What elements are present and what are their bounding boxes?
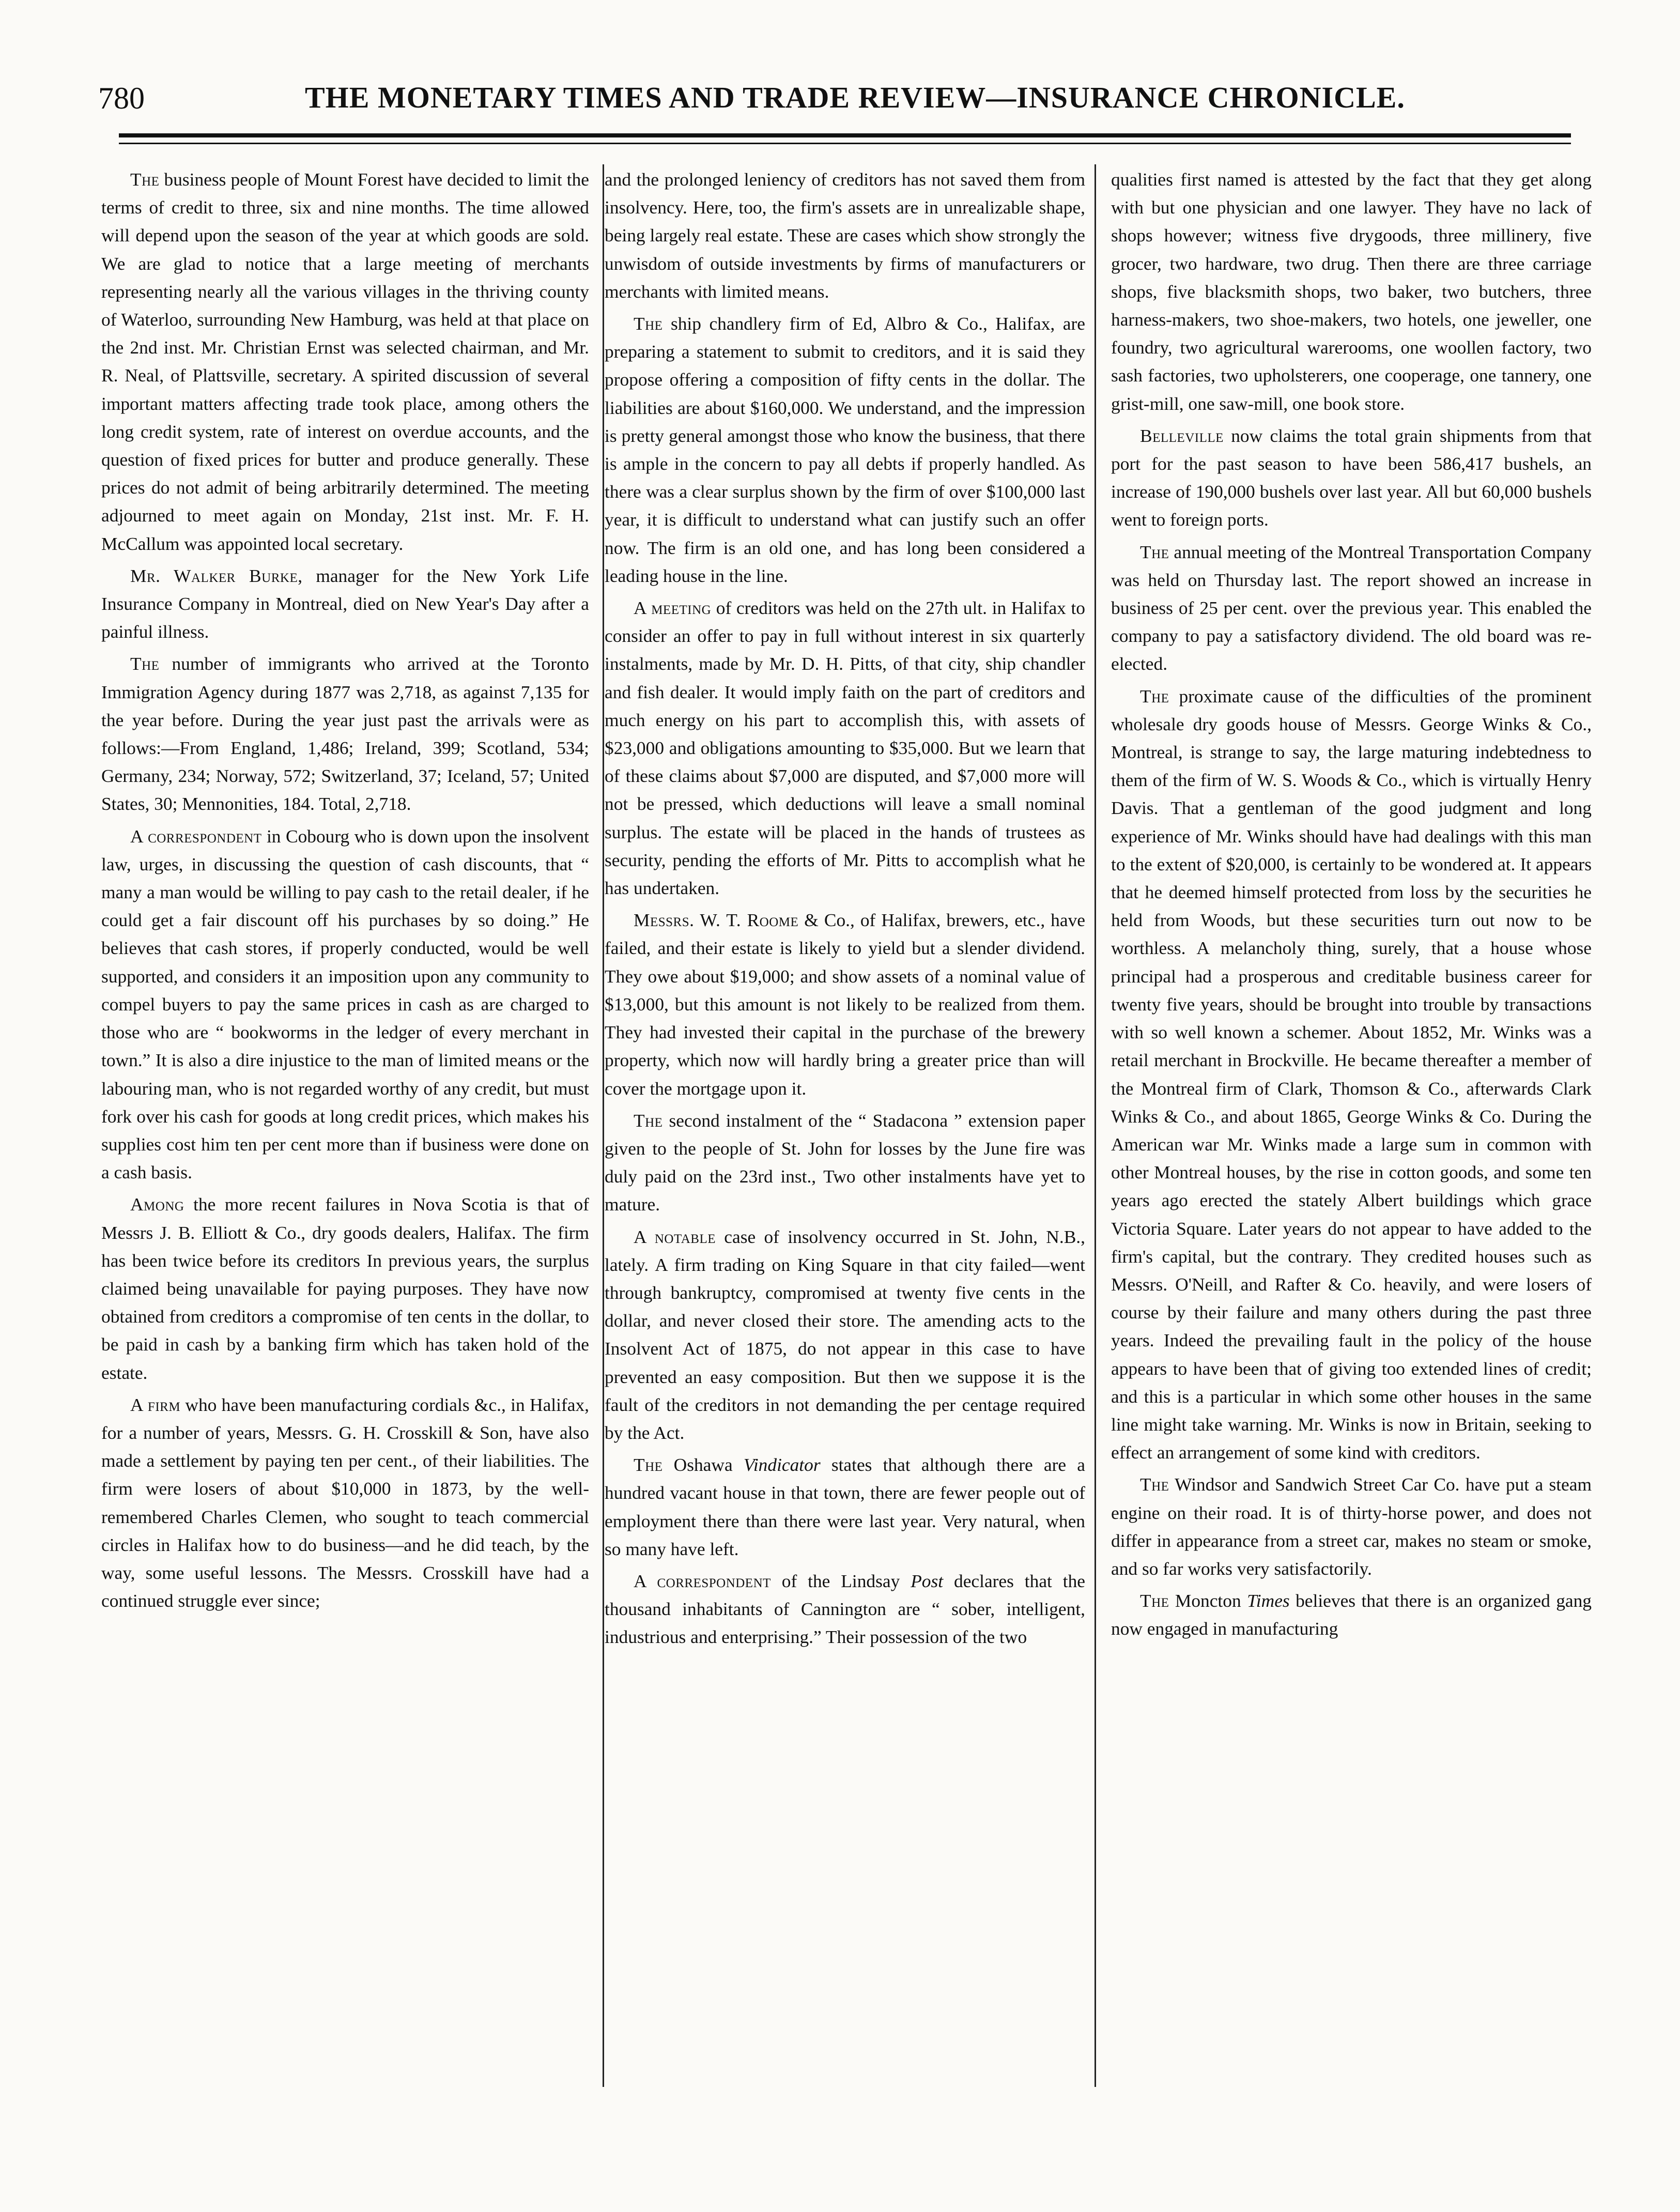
publication-name: Post	[911, 1570, 944, 1591]
article-paragraph	[1111, 1470, 1592, 1583]
article-paragraph	[605, 1107, 1085, 1219]
article-column-3	[1111, 165, 1592, 2140]
paragraph-text: and the prolonged leniency of creditors has not saved them from insolvency. Here, too, the firm's assets are in unrealizable shape, being largely real estate. These are cases which show strongly the unwisdom of outside investments by firms of manufacturers or merchants with limited means.	[605, 169, 1085, 302]
paragraph-lead-in: Belleville	[1140, 425, 1224, 446]
paragraph-text: case of insolvency occurred in St. John, N.B., lately. A firm trading on King Square in that city failed—went through bankruptcy, compromised at twenty five cents in the dollar, and never closed their store. The amending acts to the Insolvent Act of 1875, do not appear in this case to have prevented an easy composition. But then we suppose it is the fault of the creditors in not demanding the per centage required by the Act.	[605, 1226, 1085, 1443]
article-paragraph	[1111, 422, 1592, 534]
paragraph-lead-in: The	[1140, 1590, 1169, 1611]
paragraph-text: Moncton	[1169, 1590, 1247, 1611]
article-paragraph	[605, 906, 1085, 1102]
article-paragraph	[101, 562, 589, 646]
publication-name: Vindicator	[743, 1454, 821, 1476]
paragraph-lead-in: The	[1140, 1474, 1169, 1495]
article-paragraph	[605, 1567, 1085, 1651]
paragraph-text: & Co., of Halifax, brewers, etc., have failed, and their estate is likely to yield but a slender dividend. They owe about $19,000; and show assets of a nominal value of $13,000, but this amount is not likely to be realized from them. They had invested their capital in the purchase of the brewery property, which now will hardly bring a greater price than will cover the mortgage upon it.	[605, 910, 1085, 1099]
article-paragraph	[605, 310, 1085, 590]
article-paragraph	[1111, 538, 1592, 678]
article-column-1	[101, 165, 589, 2140]
article-paragraph	[605, 165, 1085, 305]
paragraph-text: of creditors was held on the 27th ult. in Halifax to consider an offer to pay in full without interest in six quarterly instalments, made by Mr. D. H. Pitts, of that city, ship chandler and fish dealer. It would imply faith on the part of creditors and much energy on his part to accomplish this, with assets of $23,000 and obligations amounting to $35,000. But we learn that of these claims about $7,000 are disputed, and $7,000 more will not be pressed, which deductions will leave a small nominal surplus. The estate will be placed in the hands of trustees as security, pending the efforts of Mr. Pitts to accomplish what he has undertaken.	[605, 597, 1085, 899]
paragraph-text: who have been manufacturing cordials &c., in Halifax, for a number of years, Messrs. G. H. Crosskill & Son, have also made a settlement by paying ten per cent., of their liabilities. The firm were losers of about $10,000 in 1873, by the well-remembered Charles Clemen, who sought to teach commercial circles in Halifax how to do business—and he did teach, by the way, some useful lessons. The Messrs. Crosskill have had a continued struggle ever since;	[101, 1394, 589, 1611]
paragraph-text: Windsor and Sandwich Street Car Co. have put a steam engine on their road. It is of thirty-horse power, and does not differ in appearance from a street car, makes no steam or smoke, and so far works very satisfactorily.	[1111, 1474, 1592, 1579]
paragraph-text: states that although there are a hundred vacant house in that town, there are fewer people out of employment there than there were last year. Very natural, when so many have left.	[605, 1454, 1085, 1559]
column-divider-1	[603, 164, 604, 2087]
paragraph-text: the more recent failures in Nova Scotia is that of Messrs J. B. Elliott & Co., dry goods dealers, Halifax. The firm has been twice before its creditors In previous years, the surplus claimed being unavailable for paying purposes. They have now obtained from creditors a compromise of ten cents in the dollar, to be paid in cash by a banking firm which has taken hold of the estate.	[101, 1194, 589, 1383]
paragraph-text: in Cobourg who is down upon the insolvent law, urges, in discussing the question of cash discounts, that “ many a man would be willing to pay cash to the retail dealer, if he could get a fair discount off his purchases by so doing.” He believes that cash stores, if properly conducted, would be well supported, and considers it an imposition upon any community to compel buyers to pay the same prices in cash as are charged to those who are “ bookworms in the ledger of every merchant in town.” It is also a dire injustice to the man of limited means or the labouring man, who is not regarded worthy of any credit, but must fork over his cash for goods at long credit prices, which makes his supplies cost him ten per cent more than if business were done on a cash basis.	[101, 825, 589, 1183]
article-column-2	[605, 165, 1085, 2140]
paragraph-text: ship chandlery firm of Ed, Albro & Co., Halifax, are preparing a statement to submit to creditors, and it is said they propose offering a composition of fifty cents in the dollar. The liabilities are about $160,000. We understand, and the impression is pretty general amongst those who know the business, that there is ample in the concern to pay all debts if properly handled. As there was a clear surplus shown by the firm of over $100,000 last year, it is difficult to understand what can justify such an offer now. The firm is an old one, and has long been considered a leading house in the line.	[605, 313, 1085, 586]
paragraph-text: of the Lindsay	[770, 1570, 911, 1591]
paragraph-lead-in: The	[634, 313, 663, 334]
paragraph-lead-in: Mr. Walker Burke,	[130, 565, 303, 586]
paragraph-lead-in: A correspondent	[634, 1570, 771, 1591]
paragraph-text: now claims the total grain shipments from that port for the past season to have been 586,417 bushels, an increase of 190,000 bushels over last year. All but 60,000 bushels went to foreign ports.	[1111, 425, 1592, 530]
article-paragraph	[101, 1391, 589, 1615]
article-paragraph	[605, 1223, 1085, 1447]
paragraph-lead-in: The	[634, 1110, 663, 1131]
paragraph-lead-in: Messrs. W. T. Roome	[634, 910, 799, 931]
page-number: 780	[98, 81, 145, 115]
article-paragraph	[101, 650, 589, 818]
article-paragraph	[1111, 682, 1592, 1467]
paragraph-lead-in: The	[1140, 541, 1169, 562]
article-paragraph	[1111, 1587, 1592, 1642]
paragraph-lead-in: A meeting	[634, 597, 712, 619]
masthead-title: THE MONETARY TIMES AND TRADE REVIEW—INSURANCE CHRONICLE.	[305, 81, 1405, 114]
article-paragraph	[101, 1190, 589, 1386]
paragraph-text: qualities first named is attested by the fact that they get along with but one physician and one lawyer. They have no lack of shops however; witness five drygoods, three millinery, five grocer, two hardware, two drug. Then there are three carriage shops, five blacksmith shops, two baker, two butchers, three harness-makers, two shoe-makers, two hotels, one jeweller, one foundry, two agricultural warerooms, one woollen factory, two sash factories, two upholsterers, one cooperage, one tannery, one grist-mill, one saw-mill, one book store.	[1111, 169, 1592, 414]
paragraph-text: business people of Mount Forest have decided to limit the terms of credit to three, six and nine months. The time allowed will depend upon the season of the year at which goods are sold. We are glad to notice that a large meeting of merchants representing nearly all the various villages in the thriving county of Waterloo, surrounding New Hamburg, was held at that place on the 2nd inst. Mr. Christian Ernst was selected chairman, and Mr. R. Neal, of Plattsville, secretary. A spirited discussion of several important matters affecting trade took place, among others the long credit system, rate of interest on overdue accounts, and the question of fixed prices for butter and produce generally. These prices do not admit of being arbitrarily determined. The meeting adjourned to meet again on Monday, 21st inst. Mr. F. H. McCallum was appointed local secretary.	[101, 169, 589, 554]
publication-name: Times	[1247, 1590, 1290, 1611]
header-rule-thick	[119, 133, 1571, 137]
article-paragraph	[101, 822, 589, 1187]
article-paragraph	[605, 594, 1085, 902]
paragraph-text: proximate cause of the difficulties of the prominent wholesale dry goods house of Messrs. George Winks & Co., Montreal, is strange to say, the large maturing indebtedness to them of the firm of W. S. Woods & Co., which is virtually Henry Davis. That a gentleman of the good judgment and long experience of Mr. Winks should have had dealings with this man to the extent of $20,000, is certainly to be wondered at. It appears that he deemed himself protected from loss by the securities he held from Woods, but these securities turn out now to be worthless. A melancholy thing, surely, that a house whose principal had a prosperous and creditable business career for twenty five years, should be brought into trouble by transactions with so well known a schemer. About 1852, Mr. Winks was a retail merchant in Brockville. He became thereafter a member of the Montreal firm of Clark, Thomson & Co., afterwards Clark Winks & Co., and about 1865, George Winks & Co. During the American war Mr. Winks made a large sum in common with other Montreal houses, by the rise in cotton goods, and some ten years ago erected the stately Albert buildings which grace Victoria Square. Later years do not appear to have added to the firm's capital, but the contrary. They credited houses such as Messrs. O'Neill, and Rafter & Co. heavily, and were losers of course by their failure and many others during the past three years. Indeed the prevailing fault in the policy of the house appears to have been that of giving too extended lines of credit; and this is a particular in which some other houses in the same line might take warning. Mr. Winks is now in Britain, seeking to effect an arrangement of some kind with creditors.	[1111, 685, 1592, 1463]
paragraph-text: manager for the New York Life Insurance Company in Montreal, died on New Year's Day after a painful illness.	[101, 565, 589, 642]
paragraph-lead-in: A notable	[634, 1226, 716, 1247]
header-rule-thin	[119, 143, 1571, 144]
article-paragraph	[1111, 165, 1592, 418]
paragraph-text: second instalment of the “ Stadacona ” extension paper given to the people of St. John for losses by the June fire was duly paid on the 23rd inst., Two other instalments have yet to mature.	[605, 1110, 1085, 1215]
paragraph-text: number of immigrants who arrived at the Toronto Immigration Agency during 1877 was 2,718, as against 7,135 for the year before. During the year just past the arrivals were as follows:—From England, 1,486; Ireland, 399; Scotland, 534; Germany, 234; Norway, 572; Switzerland, 37; Iceland, 57; United States, 30; Mennonities, 184. Total, 2,718.	[101, 653, 589, 815]
paragraph-lead-in: A firm	[130, 1394, 181, 1415]
paragraph-text: believes that there is an organized gang now engaged in manufacturing	[1111, 1590, 1592, 1639]
article-paragraph	[101, 165, 589, 558]
paragraph-text: declares that the thousand inhabitants of Cannington are “ sober, intelligent, industrious and enterprising.” Their possession of the two	[605, 1570, 1085, 1648]
paragraph-lead-in: The	[130, 169, 160, 190]
paragraph-lead-in: The	[1140, 685, 1169, 706]
paragraph-text: annual meeting of the Montreal Transportation Company was held on Thursday last. The report showed an increase in business of 25 per cent. over the previous year. This enabled the company to pay a satisfactory dividend. The old board was re-elected.	[1111, 541, 1592, 674]
paragraph-lead-in: Among	[130, 1194, 184, 1215]
paragraph-lead-in: A correspondent	[130, 825, 262, 847]
paragraph-text: Oshawa	[662, 1454, 744, 1476]
column-divider-2	[1095, 164, 1096, 2087]
article-paragraph	[605, 1451, 1085, 1563]
paragraph-lead-in: The	[634, 1454, 663, 1476]
paragraph-lead-in: The	[130, 653, 160, 674]
